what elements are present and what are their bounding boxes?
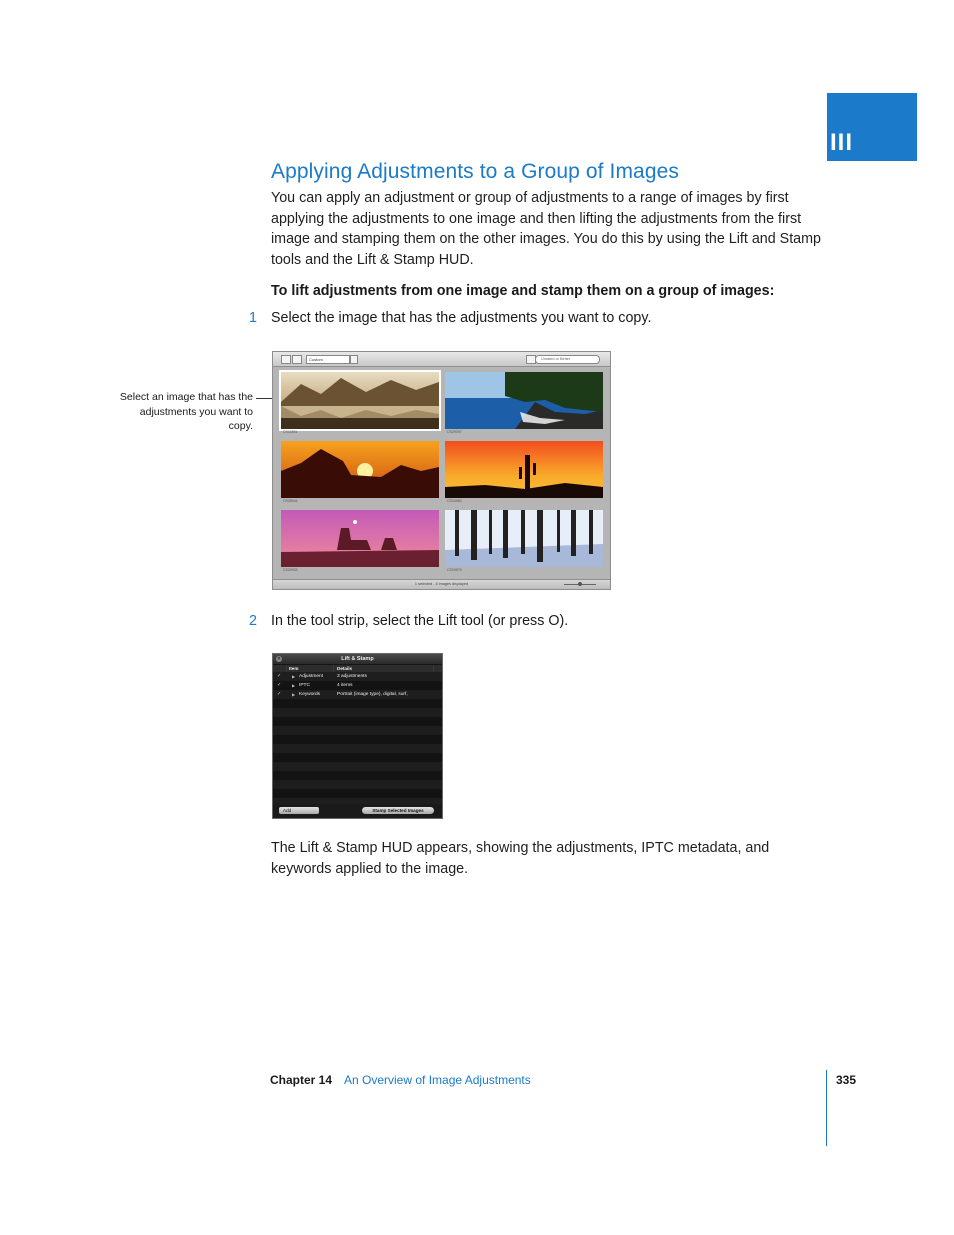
column-details[interactable]: Details	[337, 666, 353, 671]
section-title: Applying Adjustments to a Group of Images	[271, 160, 679, 183]
status-text: 1 selected - 6 images displayed	[414, 582, 469, 586]
image-tile[interactable]	[445, 510, 605, 576]
column-item[interactable]: Item	[289, 666, 299, 671]
footer-divider	[826, 1070, 827, 1146]
disclosure-triangle-icon[interactable]: ▶	[292, 674, 296, 679]
table-row[interactable]	[273, 672, 442, 681]
image-caption: CS29097	[447, 430, 462, 434]
table-row[interactable]	[273, 681, 442, 690]
rocky-coast-image	[445, 372, 603, 429]
step-text: In the tool strip, select the Lift tool (or press O).	[271, 613, 569, 629]
disclosure-triangle-icon[interactable]: ▶	[292, 683, 296, 688]
hud-title: Lift & Stamp	[341, 656, 374, 662]
empty-row	[273, 780, 442, 789]
browser-screenshot	[272, 351, 611, 590]
image-tile[interactable]	[281, 372, 441, 438]
browser-status-bar	[273, 579, 610, 589]
empty-row	[273, 735, 442, 744]
checkmark-icon[interactable]: ✓	[277, 674, 282, 679]
lift-stamp-hud	[272, 653, 443, 819]
stamp-selected-images-button[interactable]: Stamp Selected Images	[362, 807, 434, 814]
add-popup-button[interactable]: Add	[279, 807, 319, 814]
empty-row	[273, 708, 442, 717]
pink-mesa-image	[281, 510, 439, 567]
checkmark-icon[interactable]: ✓	[277, 683, 282, 688]
empty-row	[273, 726, 442, 735]
step-number: 1	[249, 310, 257, 326]
step-text: Select the image that has the adjustments you want to copy.	[271, 310, 652, 326]
hud-title-bar	[273, 654, 442, 664]
list-view-button[interactable]	[292, 355, 302, 364]
image-grid	[281, 372, 605, 577]
close-icon[interactable]: ×	[277, 656, 281, 662]
empty-row	[273, 744, 442, 753]
table-row[interactable]	[273, 690, 442, 699]
grid-view-button[interactable]	[281, 355, 291, 364]
part-tab: III	[827, 93, 917, 161]
hud-footer	[273, 804, 442, 818]
row-details: 3 adjustments	[337, 674, 367, 679]
image-caption: CS29979	[447, 568, 462, 572]
callout-label: Select an image that has the adjustments you want to copy.	[119, 391, 253, 432]
row-item: IPTC	[299, 683, 310, 688]
step-2	[249, 611, 568, 631]
hud-column-header	[273, 665, 442, 672]
empty-row	[273, 753, 442, 762]
desert-sunset-image	[281, 441, 439, 498]
cactus-sunset-image	[445, 441, 603, 498]
empty-row	[273, 789, 442, 798]
search-field[interactable]: Unrated or Better	[535, 355, 600, 364]
image-tile[interactable]	[445, 372, 605, 438]
image-tile[interactable]	[281, 510, 441, 576]
empty-row	[273, 717, 442, 726]
row-details: 4 items	[337, 683, 353, 688]
image-tile[interactable]	[281, 441, 441, 507]
empty-row	[273, 699, 442, 708]
task-heading: To lift adjustments from one image and stamp them on a group of images:	[271, 283, 775, 299]
page-number: 335	[836, 1073, 857, 1087]
row-item: Keywords	[299, 692, 321, 697]
image-tile[interactable]	[445, 441, 605, 507]
checkmark-icon[interactable]: ✓	[277, 692, 282, 697]
empty-row	[273, 771, 442, 780]
step-1	[249, 308, 651, 328]
sort-direction-button[interactable]	[350, 355, 358, 364]
hud-table	[273, 672, 442, 804]
image-caption: CS28944	[283, 499, 298, 503]
footer-chapter: Chapter 14	[270, 1073, 333, 1087]
footer-chapter-title-link[interactable]: An Overview of Image Adjustments	[344, 1073, 531, 1087]
mountain-lake-image	[281, 372, 439, 429]
image-caption: CS29933	[283, 568, 298, 572]
image-caption: CS11851	[283, 430, 298, 434]
intro-paragraph: You can apply an adjustment or group of adjustments to a range of images by first applying the adjustments to one image and then lifting the adjustments from the first image and stamping them on the other images. You do this by using the Lift and Stamp tools and the Lift & Stamp HUD.	[271, 190, 821, 268]
slider-knob[interactable]	[578, 582, 582, 586]
disclosure-triangle-icon[interactable]: ▶	[292, 692, 296, 697]
closing-paragraph: The Lift & Stamp HUD appears, showing the adjustments, IPTC metadata, and keywords applied to the image.	[271, 840, 770, 877]
step-number: 2	[249, 613, 257, 629]
browser-toolbar	[273, 352, 610, 367]
empty-row	[273, 762, 442, 771]
snowy-forest-image	[445, 510, 603, 567]
image-caption: CS24980	[447, 499, 462, 503]
row-details: Portrait (image type), digital, surf,	[337, 692, 408, 697]
sort-select[interactable]: Custom	[306, 355, 350, 364]
row-item: Adjustment	[299, 674, 323, 679]
